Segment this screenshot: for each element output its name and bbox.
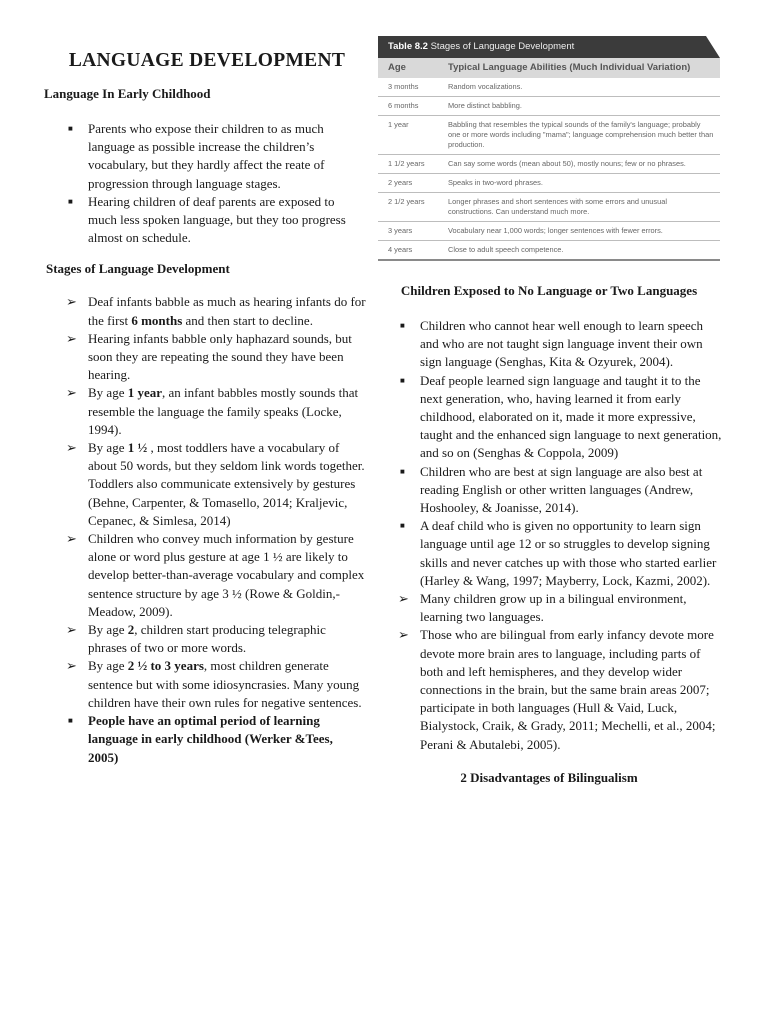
stage-text [88, 658, 362, 709]
table-number: Table 8.2 [388, 41, 428, 52]
stage-age: 2 ½ to 3 years [127, 658, 204, 674]
table-cell-ability: Close to adult speech competence. [448, 245, 564, 254]
list-item-text: Parents who expose their children to as much language as possible increase the children’s vocabulary, but they hardly affect the reate of progression through language stages. [88, 121, 325, 191]
table-cell-age: 1 1/2 years [388, 159, 425, 168]
stage-item [44, 384, 366, 439]
stage-text [88, 331, 352, 382]
square-bullet-icon: ■ [68, 196, 73, 206]
table-cell-ability: Babbling that resembles the typical sounds of the family's language; probably one or more words including "mama"; language comprehension much better than production. [448, 120, 714, 149]
table-cell-ability: Random vocalizations. [448, 82, 523, 91]
document-title: LANGUAGE DEVELOPMENT [68, 50, 346, 71]
list-item [376, 463, 722, 518]
stage-age: 2 [127, 622, 135, 638]
stage-text [88, 531, 364, 619]
list-item [376, 590, 722, 626]
table-header-row [378, 58, 720, 78]
column-header-abilities: Typical Language Abilities (Much Individual Variation) [448, 62, 691, 73]
stage-text [88, 622, 326, 655]
list-item-text: Those who are bilingual from early infancy devote more devote more brain ares to language, including parts of both and left hemispheres, and they develop wider connections in the brain, but the same brain areas 2007; participate in both languages (Hull & Vaid, Luck, Bialystock, Craik, & Grady, 2011; Mechelli, et al., 2004; Perani & Abutalebi, 2005). [420, 627, 716, 752]
optimal-period-list [44, 712, 366, 767]
stage-text-pre: By age [88, 622, 128, 638]
square-bullet-icon: ■ [400, 375, 405, 385]
arrow-bullet-icon: ➢ [66, 622, 77, 638]
stage-text-pre: Children who convey much information by gesture alone or word plus gesture at age 1 ½ are likely to develop better-than-average vocabulary and complex sentence structure by age 3 ½ (Rowe & Goldin,-Meadow, 2009). [88, 531, 365, 619]
optimal-period-note: People have an optimal period of learning language in early childhood (Werker &Tees, 2005) [88, 713, 333, 765]
arrow-bullet-icon: ➢ [66, 330, 77, 346]
list-item [376, 626, 722, 753]
column-header-age: Age [388, 62, 406, 73]
table-cell-age: 1 year [388, 120, 409, 129]
stage-item [44, 439, 366, 530]
stage-text-post: , an infant babbles mostly sounds that resemble the language the family speaks (Locke, 1994). [88, 385, 359, 437]
stage-text-post: , most children generate sentence but with some idiosyncrasies. Many young children have their own rules for negative sentences. [88, 658, 362, 710]
table-cell-age: 6 months [388, 101, 419, 110]
arrow-bullet-icon: ➢ [398, 627, 409, 643]
table-row [378, 193, 720, 222]
table-cell-ability: Longer phrases and short sentences with some errors and unusual constructions. Can understand much more. [448, 197, 667, 216]
table-body [378, 78, 720, 259]
stage-age: 1 ½ [127, 440, 148, 456]
stage-text-post: , most toddlers have a vocabulary of about 50 words, but they seldom link words together. Toddlers also communicate extensively by gestures (Behne, Carpenter, & Tomasello, 2014; Kraljevic, Cepanec, & Simlesa, 2014) [88, 440, 365, 528]
arrow-bullet-icon: ➢ [66, 385, 77, 401]
table-row [378, 97, 720, 116]
table-cell-age: 3 months [388, 82, 419, 91]
stage-text-pre: Hearing infants babble only haphazard sounds, but soon they are repeating the sound they have been hearing. [88, 330, 352, 383]
stage-item [44, 330, 366, 385]
arrow-bullet-icon: ➢ [66, 658, 77, 674]
stage-text [88, 440, 365, 528]
list-item-text: Children who are best at sign language are also best at reading English or other written languages (Andrew, Hoshooley, & Joanisse, 2014). [420, 463, 703, 516]
list-item-text: Hearing children of deaf parents are exposed to much less spoken language, but they too progress almost on schedule. [88, 193, 346, 246]
table-row [378, 222, 720, 241]
stage-age: 6 months [131, 312, 183, 328]
table-row [378, 116, 720, 155]
no-or-two-languages-list [376, 317, 722, 754]
square-bullet-icon: ■ [400, 521, 405, 531]
stage-item [44, 530, 366, 621]
table-row [378, 155, 720, 174]
square-bullet-icon: ■ [68, 124, 73, 133]
table-cell-ability: Can say some words (mean about 50), mostly nouns; few or no phrases. [448, 159, 686, 168]
heading-no-or-two-languages: Children Exposed to No Language or Two Languages [400, 283, 698, 298]
stage-item [44, 293, 366, 329]
table-row [378, 174, 720, 193]
list-item [44, 193, 366, 248]
table-cell-ability: Vocabulary near 1,000 words; longer sentences with fewer errors. [448, 226, 663, 235]
table-caption [378, 36, 720, 58]
heading-early-childhood: Language In Early Childhood [44, 86, 211, 101]
arrow-bullet-icon: ➢ [66, 531, 77, 547]
arrow-bullet-icon: ➢ [66, 440, 77, 456]
right-column [376, 36, 722, 786]
stage-item [44, 657, 366, 712]
stages-list [44, 293, 366, 712]
table-title: Stages of Language Development [430, 41, 575, 52]
table-cell-ability: Speaks in two-word phrases. [448, 178, 543, 187]
list-item [44, 120, 366, 193]
list-item-text: A deaf child who is given no opportunity to learn sign language until age 12 or so struggles to develop signing skills and never catches up with those who started earlier (Harley & Wang, 1997; Mayberry, Lock, Kazmi, 2002). [420, 518, 717, 588]
arrow-bullet-icon: ➢ [66, 294, 77, 310]
stage-text-pre: By age [88, 385, 128, 401]
list-item-text: Children who cannot hear well enough to learn speech and who are not taught sign language invent their own sign language (Senghas, Kita & Ozyurek, 2004). [420, 318, 704, 370]
stage-age: 1 year [127, 385, 163, 401]
stages-table [378, 36, 720, 261]
heading-stages: Stages of Language Development [46, 261, 230, 277]
list-item [376, 372, 722, 463]
stage-text-pre: By age [88, 658, 128, 674]
list-item [376, 317, 722, 372]
table-row [378, 241, 720, 259]
stage-text-pre: Deaf infants babble as much as hearing infants do for the first [88, 294, 366, 328]
square-bullet-icon: ■ [68, 716, 73, 726]
heading-disadvantages: 2 Disadvantages of Bilingualism [460, 769, 638, 785]
square-bullet-icon: ■ [400, 466, 405, 476]
stage-text [88, 294, 366, 327]
left-column [44, 46, 366, 767]
stage-text-pre: By age [88, 440, 128, 456]
table-row [378, 78, 720, 97]
list-item [376, 517, 722, 590]
table-cell-ability: More distinct babbling. [448, 101, 522, 110]
list-item [44, 712, 366, 767]
early-childhood-list [44, 120, 366, 247]
stage-text-post: , children start producing telegraphic phrases of two or more words. [88, 622, 326, 656]
table-cell-age: 2 years [388, 178, 413, 187]
table-cell-age: 3 years [388, 226, 413, 235]
square-bullet-icon: ■ [400, 321, 405, 330]
list-item-text: Many children grow up in a bilingual environment, learning two languages. [420, 591, 687, 625]
arrow-bullet-icon: ➢ [398, 591, 409, 607]
stage-item [44, 621, 366, 657]
table-cell-age: 2 1/2 years [388, 197, 425, 206]
list-item-text: Deaf people learned sign language and taught it to the next generation, who, having learned it from early childhood, elaborated on it, made it more expressive, taught and the enhanced sign language to next generation, and so on (Senghas & Coppola, 2009) [420, 372, 722, 461]
table-cell-age: 4 years [388, 245, 413, 254]
stage-text [88, 385, 358, 436]
caption-notch [706, 36, 720, 58]
stage-text-post: and then start to decline. [182, 312, 313, 328]
